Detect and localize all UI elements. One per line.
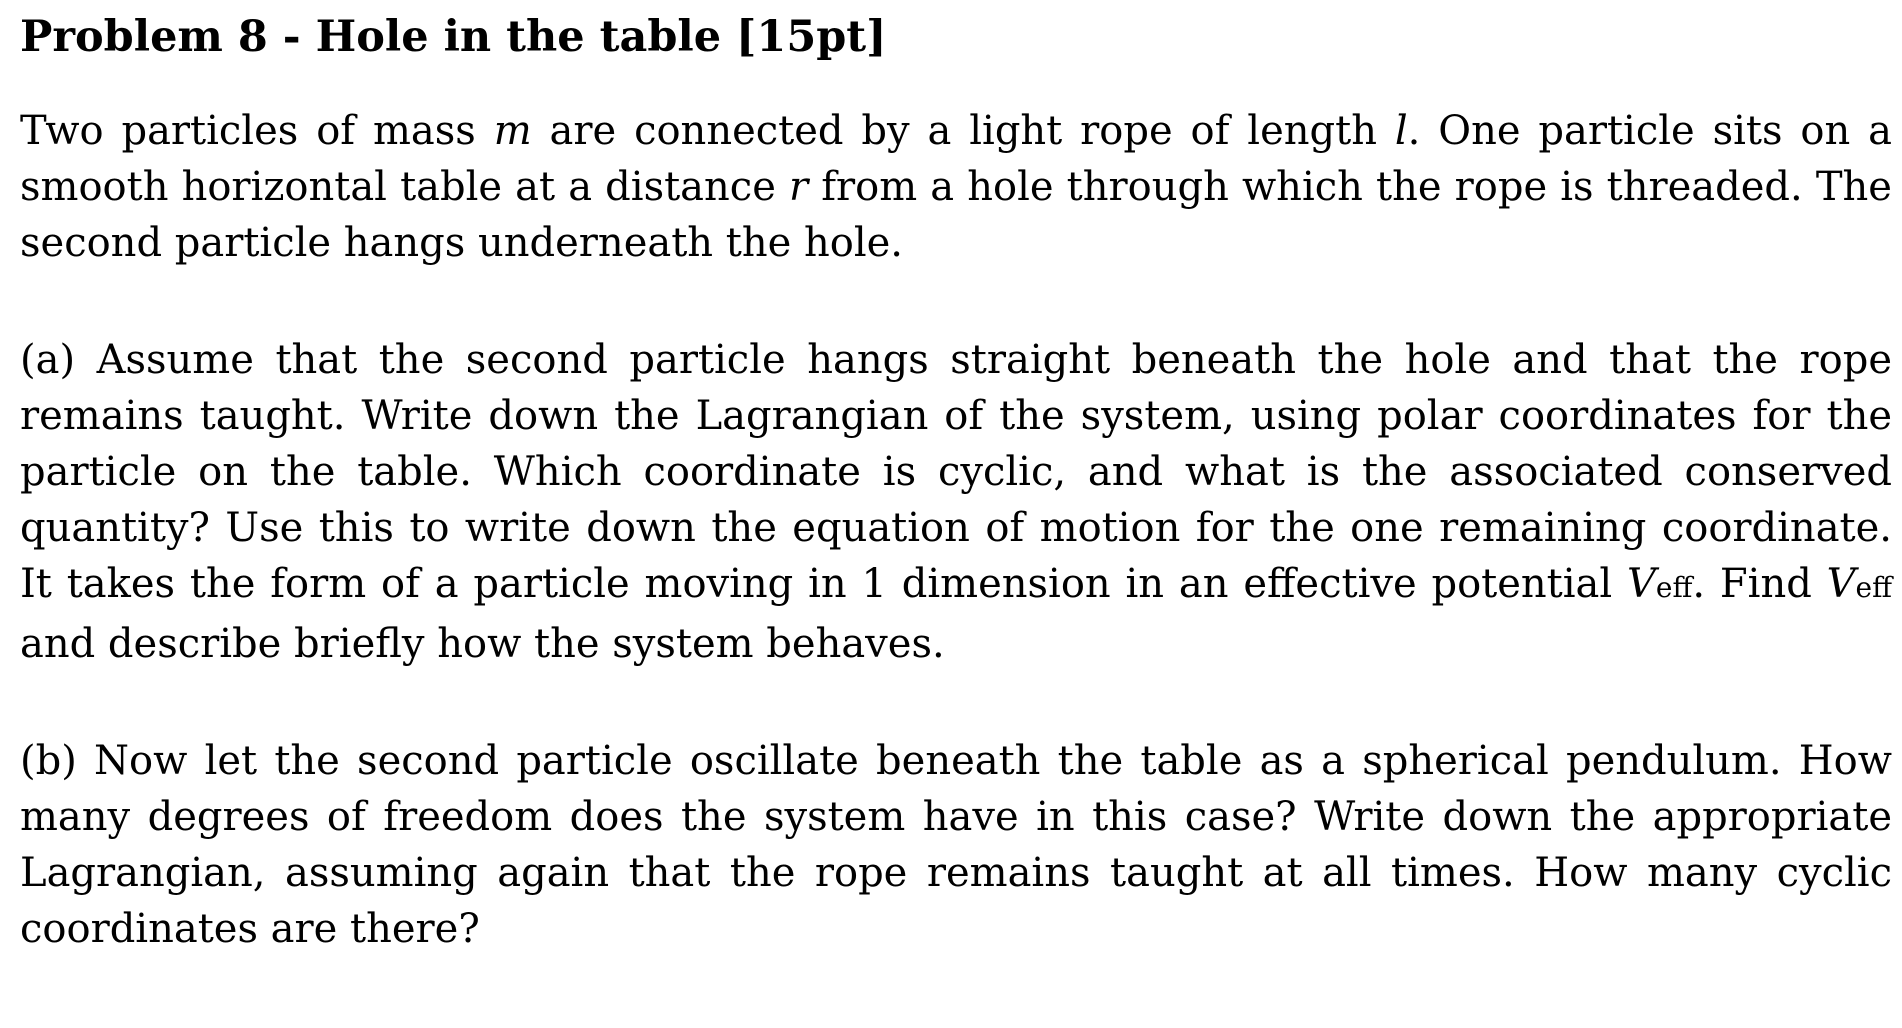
part-a-text-1: (a) Assume that the second particle hangs straight beneath the hole and that the rope remains taught. Write down the Lagrangian of the system, using polar coordinates for the particle on the table. Which coordinate is cyclic, and what is the associated conserved quantity? Use this to write down the equation of motion for the one remaining coordinate. It takes the form of a particle moving in 1 dimension in an effective potential bbox=[20, 337, 1892, 607]
part-a-paragraph bbox=[20, 332, 1892, 672]
mass-variable: m bbox=[493, 108, 532, 154]
intro-text-3: . One particle sits on a smooth horizontal table at a distance bbox=[20, 108, 1892, 210]
part-a-text-3: and describe briefly how the system behaves. bbox=[20, 621, 945, 667]
paragraph-spacer bbox=[20, 271, 1892, 332]
part-b-paragraph: (b) Now let the second particle oscillate beneath the table as a spherical pendulum. How many degrees of freedom does the system have in this case? Write down the appropriate Lagrangian, assuming again that the rope remains taught at all times. How many cyclic coordinates are there? bbox=[20, 738, 1892, 952]
part-a-text-2: . Find bbox=[1692, 561, 1827, 607]
intro-paragraph bbox=[20, 103, 1892, 271]
problem-title: Problem 8 - Hole in the table [15pt] bbox=[20, 12, 887, 62]
paragraph-spacer bbox=[20, 672, 1892, 733]
problem-document bbox=[20, 6, 1892, 957]
distance-variable: r bbox=[788, 164, 809, 210]
veff-subscript-2: eff bbox=[1855, 571, 1893, 604]
length-variable: l bbox=[1394, 108, 1408, 154]
veff-symbol-2: V bbox=[1826, 561, 1856, 607]
veff-symbol-1: V bbox=[1627, 561, 1656, 607]
intro-text-4: from a hole through which the rope is threaded. The second particle hangs underneath the hole. bbox=[20, 164, 1892, 266]
veff-subscript-1: eff bbox=[1655, 571, 1693, 604]
intro-text-2: are connected by a light rope of length bbox=[531, 108, 1395, 154]
intro-text-1: Two particles of mass bbox=[20, 108, 494, 154]
